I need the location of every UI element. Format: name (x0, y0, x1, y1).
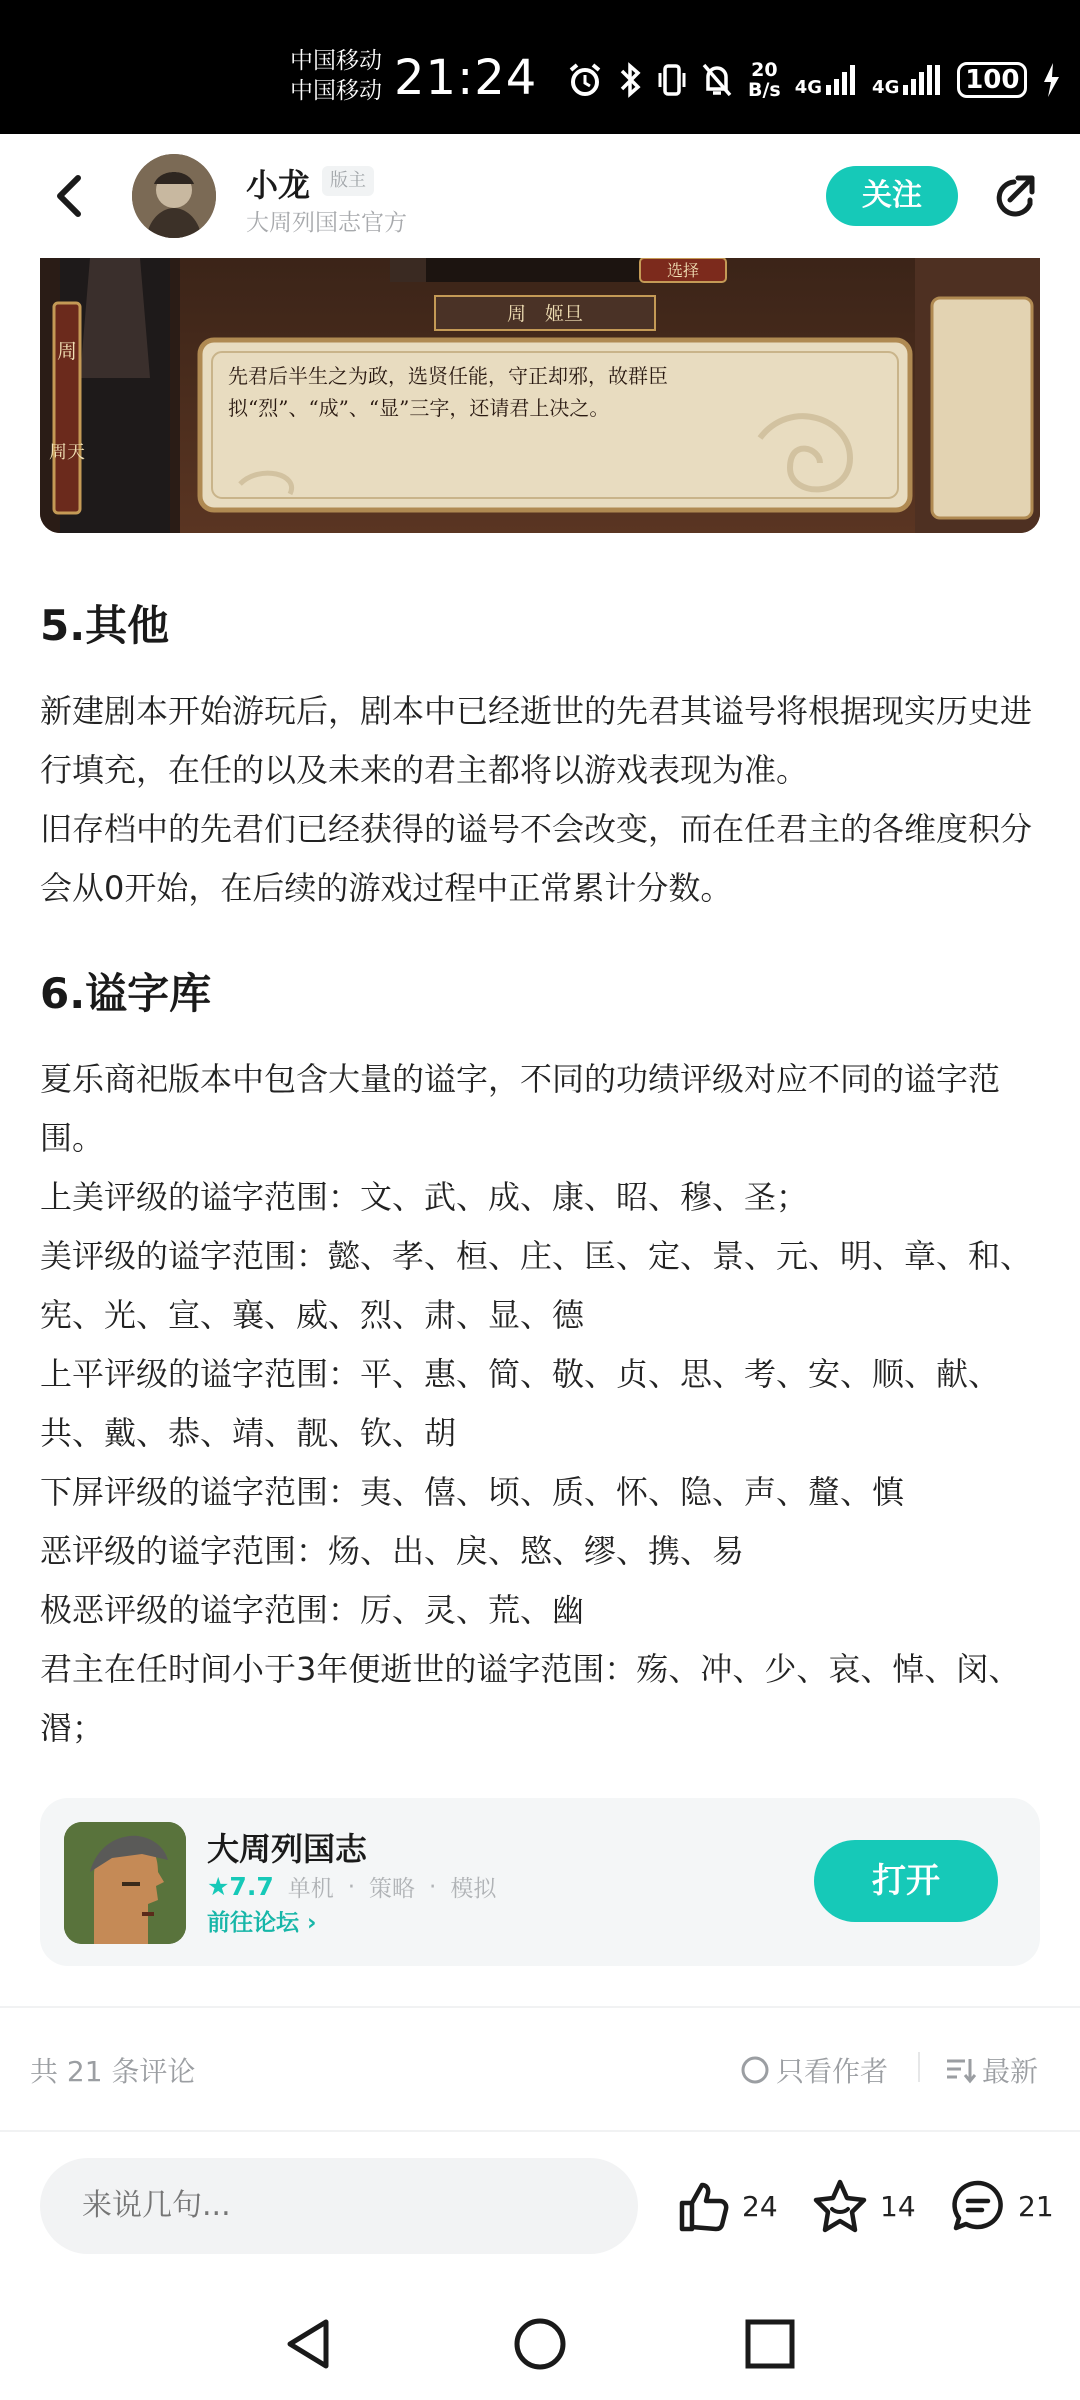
chevron-right-icon: › (307, 1910, 317, 1936)
app-name[interactable]: 大周列国志 (207, 1830, 368, 1868)
net-type-1: 4G (794, 77, 823, 98)
sort-latest[interactable] (944, 2050, 1038, 2090)
paragraph: 新建剧本开始游玩后，剧本中已经逝世的先君其谥号将根据现实历史进行填充，在任的以及未来的君主都将以游戏表现为准。 (40, 692, 1033, 789)
net-type-2: 4G (872, 77, 900, 98)
app-icon[interactable] (64, 1822, 186, 1944)
paragraph: 下屏评级的谥字范围：夷、僖、顷、质、怀、隐、声、釐、慎 (40, 1473, 905, 1511)
paragraph: 美评级的谥字范围：懿、孝、桓、庄、匡、定、景、元、明、章、和、宪、光、宣、襄、威、烈、肃、显、德 (40, 1237, 1033, 1334)
divider (0, 2130, 1080, 2132)
tag-right: 选择 (666, 261, 700, 280)
app-tag: 模拟 (450, 1876, 497, 1902)
carrier-info (290, 46, 382, 106)
game-scene (40, 258, 1040, 533)
share-icon[interactable] (984, 170, 1040, 226)
divider (0, 2006, 1080, 2008)
comment-count: 共 21 条评论 (30, 2055, 196, 2088)
signal-bars-icon (824, 63, 858, 97)
clock: 21:24 (394, 50, 538, 106)
separator (918, 2052, 920, 2082)
forum-link[interactable] (207, 1904, 317, 1937)
favorite-button[interactable] (810, 2176, 916, 2236)
chat-bubble-icon (948, 2177, 1008, 2235)
thumbs-up-icon (674, 2177, 732, 2235)
net-speed-value: 20 (751, 59, 778, 81)
app-card[interactable] (40, 1798, 1040, 1966)
avatar[interactable] (132, 154, 216, 238)
author-only-label: 只看作者 (776, 2055, 889, 2088)
paragraph: 旧存档中的先君们已经获得的谥号不会改变，而在任君主的各维度积分会从0开始，在后续的游戏过程中正常累计分数。 (40, 810, 1033, 907)
signal-2 (872, 63, 943, 97)
star-outline-icon (810, 2177, 870, 2235)
paragraph: 上平评级的谥字范围：平、惠、简、敬、贞、思、考、安、顺、献、共、戴、恭、靖、靓、钦、胡 (40, 1355, 1001, 1452)
favorite-count: 14 (880, 2189, 916, 2223)
game-screenshot[interactable] (40, 258, 1040, 533)
paragraph: 上美评级的谥字范围：文、武、成、康、昭、穆、圣； (40, 1178, 809, 1216)
back-arrow-icon[interactable] (44, 166, 94, 226)
comment-button[interactable] (948, 2176, 1054, 2236)
moderator-badge: 版主 (322, 166, 374, 196)
charging-icon (1041, 61, 1061, 99)
alarm-icon (566, 61, 604, 99)
section-heading-5: 5.其他 (40, 601, 170, 650)
home-circle-icon[interactable] (512, 2316, 568, 2372)
system-nav-bar (0, 2290, 1080, 2400)
label-left-top: 周 (57, 339, 77, 363)
paragraph: 君主在任时间小于3年便逝世的谥字范围：殇、冲、少、哀、悼、闵、湣； (40, 1650, 1021, 1747)
author-only-toggle[interactable] (740, 2050, 888, 2090)
sort-label: 最新 (982, 2055, 1039, 2088)
author-subtitle: 大周列国志官方 (246, 210, 407, 236)
status-bar (0, 0, 1080, 134)
comment-count-bottom: 21 (1018, 2189, 1054, 2223)
carrier-2: 中国移动 (290, 78, 382, 104)
back-triangle-icon[interactable] (282, 2316, 334, 2372)
app-tag: 策略 (369, 1876, 416, 1902)
paragraph: 恶评级的谥字范围：炀、出、戾、愍、缪、携、易 (40, 1532, 745, 1570)
mute-bell-icon (700, 61, 734, 99)
rating-value: 7.7 (229, 1872, 274, 1901)
dot-separator: · (429, 1873, 437, 1900)
dialog-text: 先君后半生之为政，选贤任能，守正却邪，故群臣拟“烈”、“成”、“显”三字，还请君上决之。 (228, 364, 668, 420)
net-speed (748, 60, 781, 100)
net-speed-unit: B/s (748, 79, 781, 101)
article-body (40, 596, 1040, 1758)
app-rating (207, 1872, 274, 1901)
star-icon: ★ (207, 1872, 230, 1901)
forum-link-label: 前往论坛 (207, 1910, 299, 1936)
open-app-button[interactable]: 打开 (814, 1840, 998, 1922)
battery-indicator: 100 (957, 62, 1027, 98)
radio-circle-icon (740, 2055, 770, 2085)
author-name[interactable]: 小龙 (246, 166, 311, 204)
recents-square-icon[interactable] (744, 2318, 796, 2370)
comments-header (0, 2030, 1080, 2104)
app-icon-image (64, 1822, 186, 1944)
avatar-image (132, 154, 216, 238)
sort-icon (944, 2055, 976, 2085)
carrier-1: 中国移动 (290, 48, 382, 74)
signal-1 (795, 63, 858, 97)
signal-bars-icon (901, 63, 943, 97)
paragraph: 夏乐商祀版本中包含大量的谥字，不同的功绩评级对应不同的谥字范围。 (40, 1060, 1001, 1157)
label-left-bottom: 周天 (49, 442, 85, 463)
paragraph: 极恶评级的谥字范围：厉、灵、荒、幽 (40, 1591, 585, 1629)
dot-separator: · (347, 1873, 356, 1900)
bluetooth-icon (618, 61, 644, 99)
comment-input[interactable] (40, 2158, 638, 2254)
like-count: 24 (742, 2189, 778, 2223)
like-button[interactable] (674, 2176, 778, 2236)
section-heading-6: 6.谥字库 (40, 969, 212, 1018)
app-meta (207, 1870, 496, 1903)
status-icons (566, 56, 1061, 104)
name-plate: 周 姬旦 (506, 303, 584, 325)
app-tag: 单机 (287, 1876, 334, 1902)
follow-button[interactable]: 关注 (826, 166, 958, 226)
post-header (0, 134, 1080, 258)
vibrate-icon (658, 61, 686, 99)
